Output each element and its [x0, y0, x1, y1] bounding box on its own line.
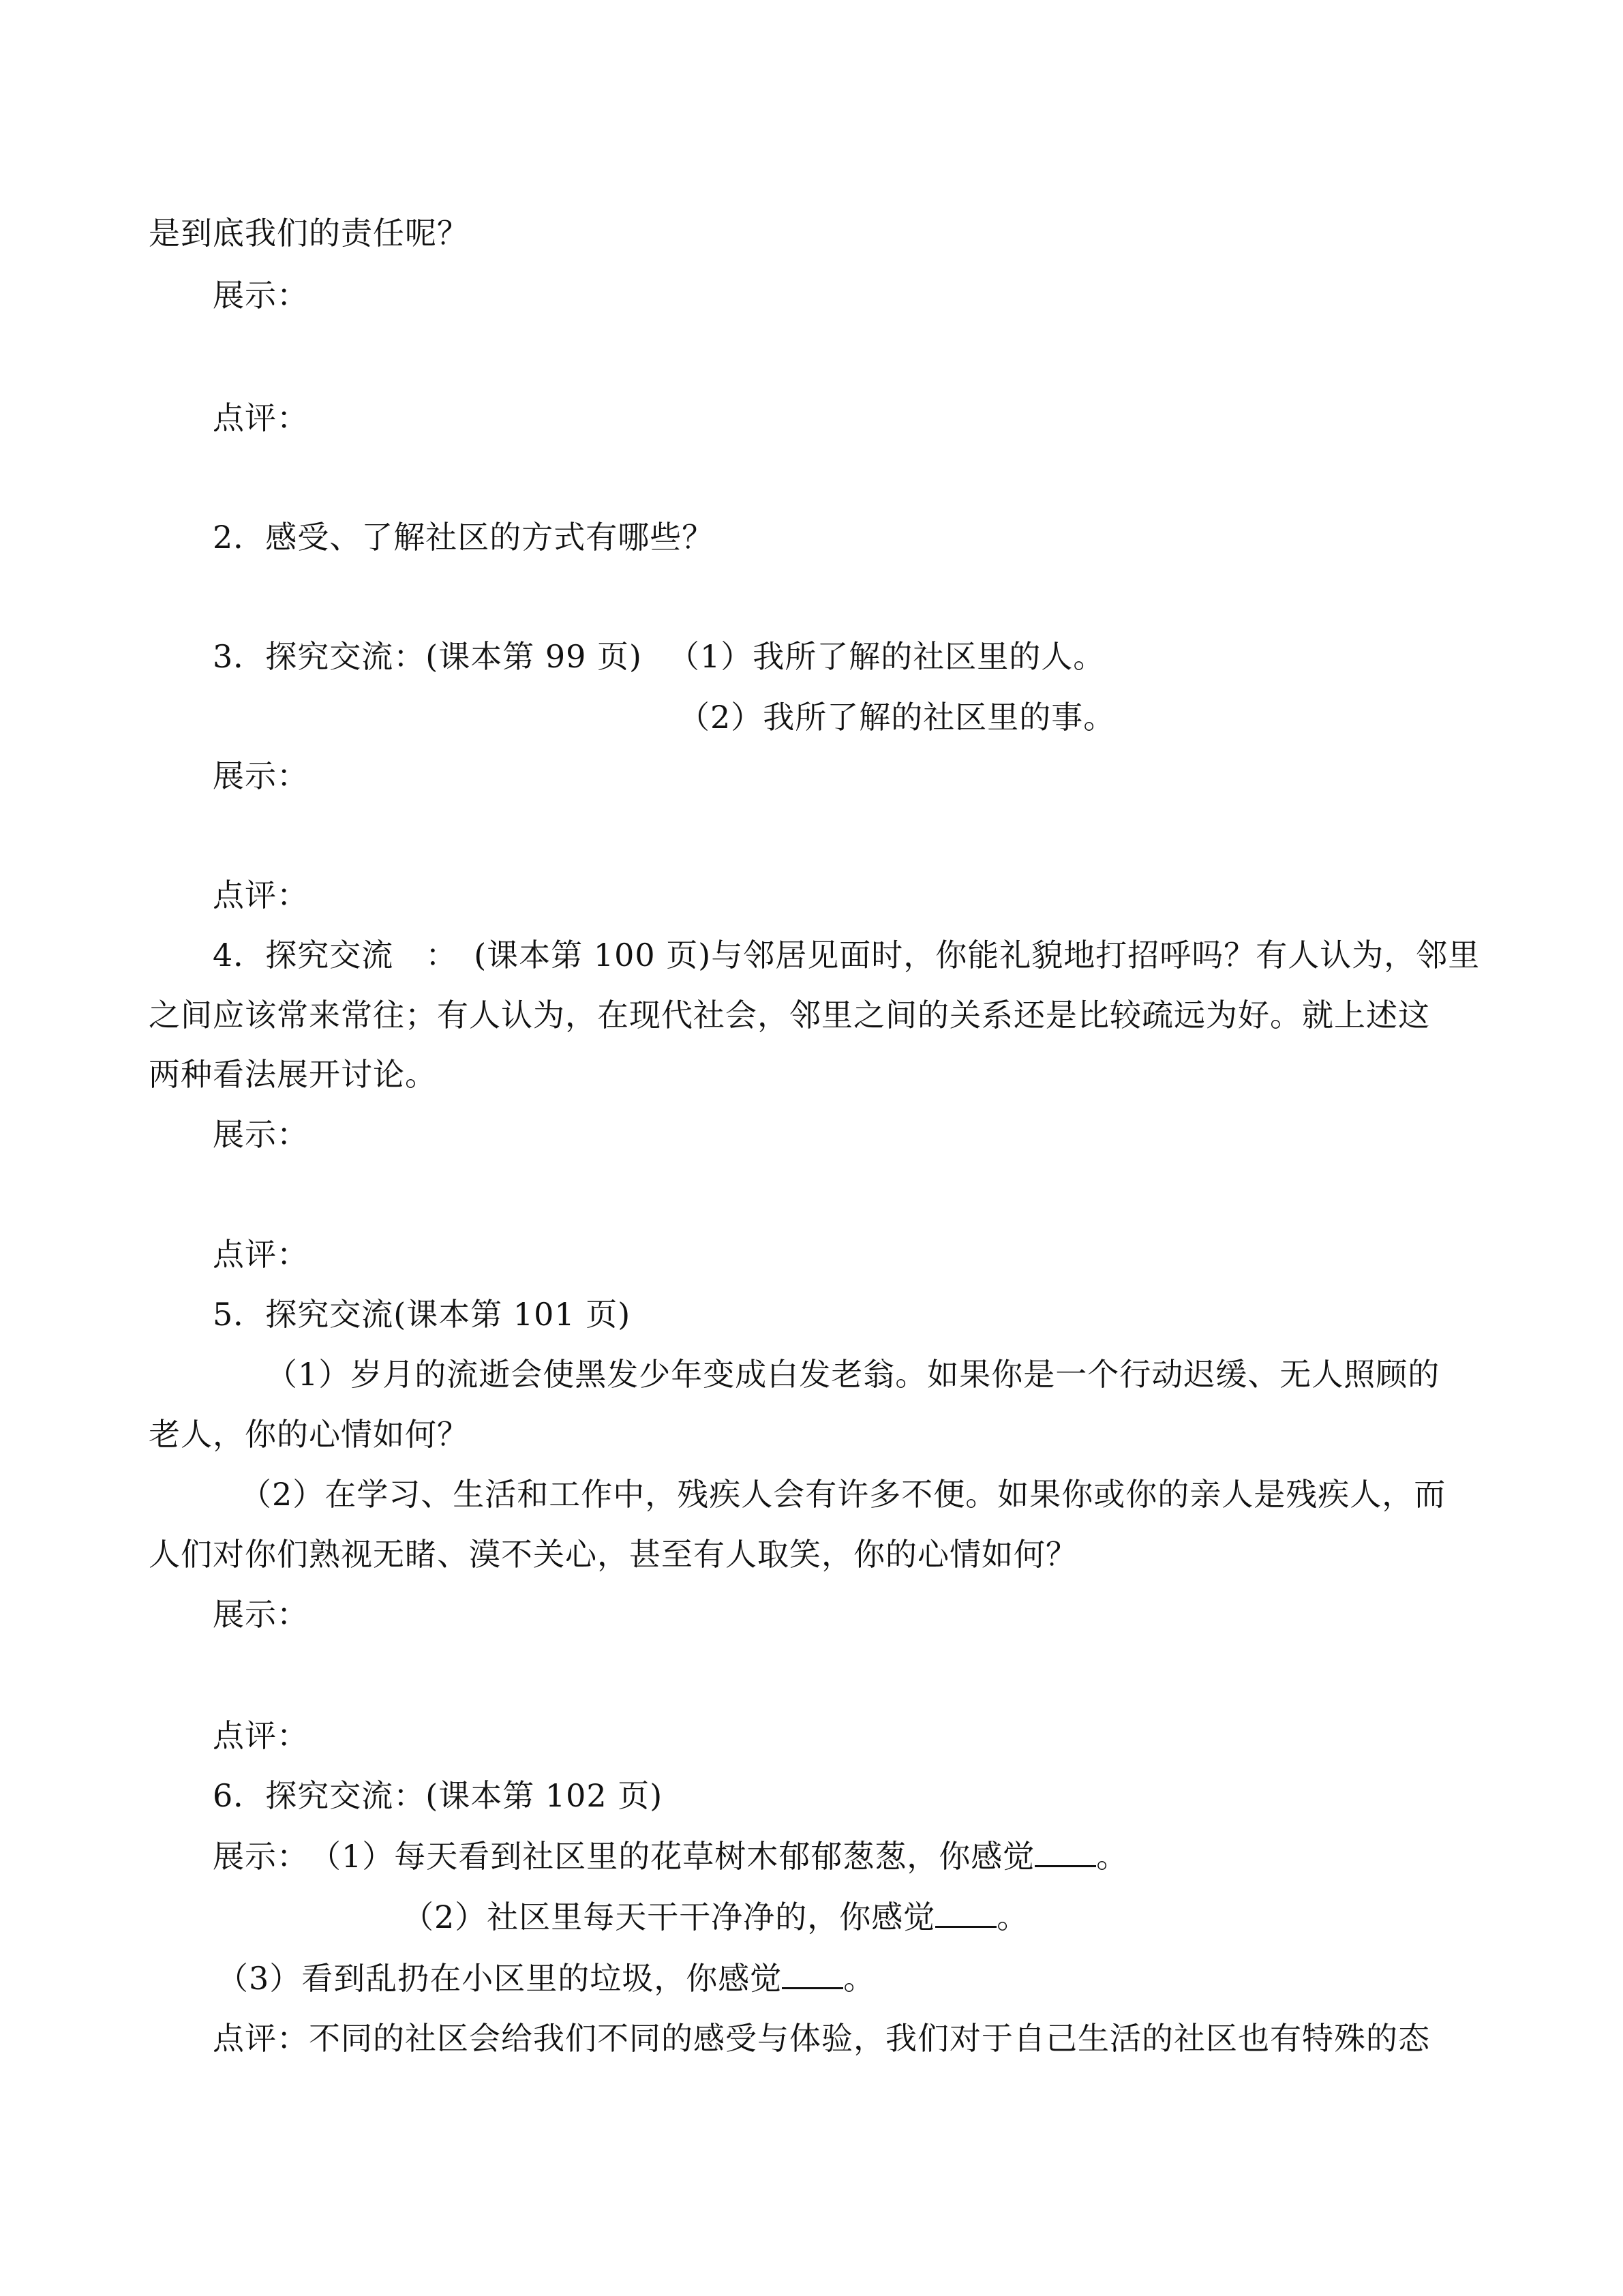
comment-label: 点评：: [213, 1236, 309, 1273]
text-fragment: 。: [843, 1960, 876, 1997]
text-fragment: 。: [997, 1899, 1029, 1935]
text-fragment: 展示： （1）每天看到社区里的花草树木郁郁葱葱，你感觉: [213, 1838, 1035, 1875]
comment-line: 点评：不同的社区会给我们不同的感受与体验，我们对于自己生活的社区也有特殊的态: [213, 2020, 1430, 2057]
question-3-item-2: （2）我所了解的社区里的事。: [678, 699, 1116, 736]
question-6: 6．探究交流：(课本第 102 页): [213, 1777, 663, 1814]
fill-in-blank[interactable]: [1035, 1838, 1096, 1867]
question-6-item-1: [213, 1836, 1128, 1877]
comment-label: 点评：: [213, 877, 309, 913]
question-3: 3．探究交流：(课本第 99 页): [213, 638, 642, 675]
show-label: 展示：: [213, 1596, 309, 1633]
text-line: 老人，你的心情如何？: [149, 1416, 469, 1453]
text-line: 之间应该常来常往；有人认为，在现代社会，邻里之间的关系还是比较疏远为好。就上述这: [149, 997, 1430, 1033]
question-3-item-1: （1）我所了解的社区里的人。: [668, 638, 1106, 675]
fill-in-blank[interactable]: [782, 1960, 843, 1989]
comment-label: 点评：: [213, 1717, 309, 1754]
text-line: 人们对你们熟视无睹、漠不关心，甚至有人取笑，你的心情如何？: [149, 1536, 1078, 1573]
show-label: 展示：: [213, 277, 309, 314]
text-fragment: （2）社区里每天干干净净的，你感觉: [402, 1899, 936, 1935]
show-label: 展示：: [213, 1116, 309, 1153]
question-6-item-3: [217, 1958, 875, 1999]
fill-in-blank[interactable]: [935, 1899, 997, 1928]
comment-label: 点评：: [213, 399, 309, 436]
question-6-item-2: [402, 1897, 1029, 1937]
question-2: 2．感受、了解社区的方式有哪些？: [213, 519, 714, 556]
text-fragment: （3）看到乱扔在小区里的垃圾，你感觉: [217, 1960, 783, 1997]
text-line: 两种看法展开讨论。: [149, 1056, 437, 1093]
text-fragment: 。: [1096, 1838, 1129, 1875]
question-5-item-2: （2）在学习、生活和工作中，残疾人会有许多不便。如果你或你的亲人是残疾人，而: [240, 1476, 1446, 1513]
question-4: 4．探究交流 ： (课本第 100 页)与邻居见面时，你能礼貌地打招呼吗？有人认为，邻里: [213, 937, 1481, 973]
question-5-item-1: （1）岁月的流逝会使黑发少年变成白发老翁。如果你是一个行动迟缓、无人照顾的: [266, 1356, 1440, 1393]
text-line: 是到底我们的责任呢？: [149, 215, 469, 252]
show-label: 展示：: [213, 757, 309, 794]
question-5: 5．探究交流(课本第 101 页): [213, 1296, 631, 1333]
